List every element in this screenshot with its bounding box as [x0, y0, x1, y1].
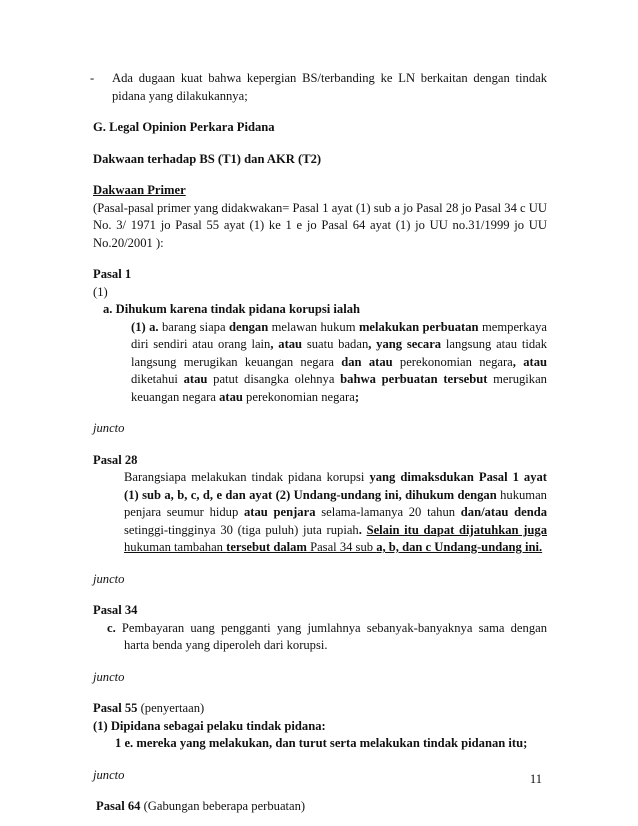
- pasal1-block: [93, 266, 547, 406]
- page-number: 11: [529, 772, 542, 786]
- p1-text: dengan: [229, 319, 269, 334]
- dakwaan-primer-block: [93, 182, 547, 252]
- pasal64-block: [93, 798, 547, 816]
- dakwaan-title: Dakwaan terhadap BS (T1) dan AKR (T2): [93, 151, 322, 166]
- p28-text: Barangsiapa melakukan tindak pidana korupsi: [124, 470, 370, 484]
- pasal28-heading: Pasal 28: [93, 452, 138, 467]
- document-page: [90, 70, 548, 816]
- pasal55-note: (penyertaan): [137, 701, 205, 715]
- p1-text: perekonomian negara: [392, 354, 513, 369]
- p1-text: atau: [219, 389, 243, 404]
- pasal34-text: Pembayaran uang pengganti yang jumlahnya sebanyak-banyaknya sama dengan harta benda yang diperoleh dari korupsi.: [115, 620, 547, 652]
- pasal1-paragraph: [93, 319, 547, 407]
- p28-text: selama-lamanya 20 tahun: [315, 505, 461, 519]
- p28-text: tersebut dalam: [226, 540, 307, 554]
- dakwaan-primer-heading: Dakwaan Primer: [93, 183, 186, 197]
- pasal28-block: [93, 452, 547, 557]
- p1-text: suatu badan: [302, 337, 369, 351]
- pasal34-heading: Pasal 34: [93, 603, 138, 617]
- juncto-text: juncto: [93, 669, 125, 684]
- p28-text: hukuman penjara seumur hidup: [124, 487, 547, 519]
- p28-text: dan/atau denda: [460, 505, 548, 519]
- p1-text: dan atau: [341, 354, 393, 369]
- p1-text: ;: [354, 389, 360, 404]
- intro-bullet: [90, 70, 547, 105]
- p1-text: bahwa perbuatan tersebut: [340, 372, 488, 386]
- p28-text: hukuman tambahan: [124, 540, 227, 554]
- juncto-4: [93, 767, 547, 785]
- pasal1-ayat: (1): [93, 284, 108, 299]
- p1-text: melakukan perbuatan: [358, 319, 479, 334]
- p1-text: merugikan keuangan negara: [131, 372, 547, 404]
- p28-text: .: [358, 522, 367, 537]
- p28-text: atau penjara: [244, 505, 316, 519]
- p1-text: atau: [183, 372, 208, 386]
- p28-text: yang dimaksdukan Pasal 1 ayat (1) sub a, b, c, d, e dan ayat (2) Undang-undang ini, dihukum dengan: [124, 470, 547, 502]
- p1-text: diketahui: [131, 372, 184, 386]
- pasal55-heading: Pasal 55: [93, 701, 138, 715]
- juncto-1: [93, 420, 547, 438]
- bullet-text: Ada dugaan kuat bahwa kepergian BS/terbanding ke LN berkaitan dengan tindak pidana yang dilakukannya;: [112, 71, 547, 103]
- pasal34-c-label: c.: [107, 620, 116, 635]
- p1-label: (1) a.: [131, 319, 159, 334]
- juncto-2: [93, 571, 547, 589]
- p1-text: langsung atau tidak langsung merugikan keuangan negara: [131, 337, 548, 369]
- bullet-dash: -: [90, 71, 95, 85]
- pasal55-line1: (1) Dipidana sebagai pelaku tindak pidana:: [93, 718, 326, 733]
- p1-text: patut disangka olehnya: [207, 372, 341, 386]
- pasal55-block: [93, 700, 547, 753]
- pasal34-paragraph: [93, 620, 547, 655]
- p1-text: , atau: [512, 354, 547, 369]
- pasal34-block: [93, 602, 547, 655]
- juncto-text: juncto: [93, 767, 125, 782]
- p28-text: Pasal 34 sub: [306, 540, 377, 554]
- p28-text: Selain itu dapat dijatuhkan juga: [366, 522, 548, 537]
- p1-text: , yang secara: [368, 337, 442, 351]
- pasal55-heading-line: [93, 700, 547, 718]
- pasal64-heading: Pasal 64: [96, 799, 141, 813]
- pasal1-heading: Pasal 1: [93, 267, 132, 281]
- dakwaan-primer-text: (Pasal-pasal primer yang didakwakan= Pasal 1 ayat (1) sub a jo Pasal 28 jo Pasal 34 c UU No. 3/ 1971 jo Pasal 55 ayat (1) ke 1 e jo Pasal 64 ayat (1) jo UU no.31/1999 jo UU No.20/2001 ):: [93, 200, 547, 250]
- section-g-heading: G. Legal Opinion Perkara Pidana: [93, 120, 275, 134]
- p1-text: memperkaya diri sendiri atau orang lain: [131, 319, 548, 351]
- p28-text: a, b, dan c Undang-undang ini.: [376, 540, 543, 554]
- pasal64-note: (Gabungan beberapa perbuatan): [140, 799, 306, 813]
- p1-text: barang siapa: [158, 319, 229, 334]
- pasal55-line2: 1 e. mereka yang melakukan, dan turut serta melakukan tindak pidanan itu;: [115, 736, 528, 750]
- p1-text: , atau: [270, 337, 303, 351]
- juncto-3: [93, 669, 547, 687]
- juncto-text: juncto: [93, 421, 125, 435]
- p28-text: setinggi-tingginya 30 (tiga puluh) juta rupiah: [124, 522, 359, 537]
- pasal28-paragraph: [93, 469, 547, 557]
- p1-text: melawan hukum: [268, 319, 359, 334]
- juncto-text: juncto: [93, 571, 125, 586]
- p1-text: perekonomian negara: [242, 389, 355, 404]
- pasal1-a-heading: a. Dihukum karena tindak pidana korupsi ialah: [103, 302, 360, 316]
